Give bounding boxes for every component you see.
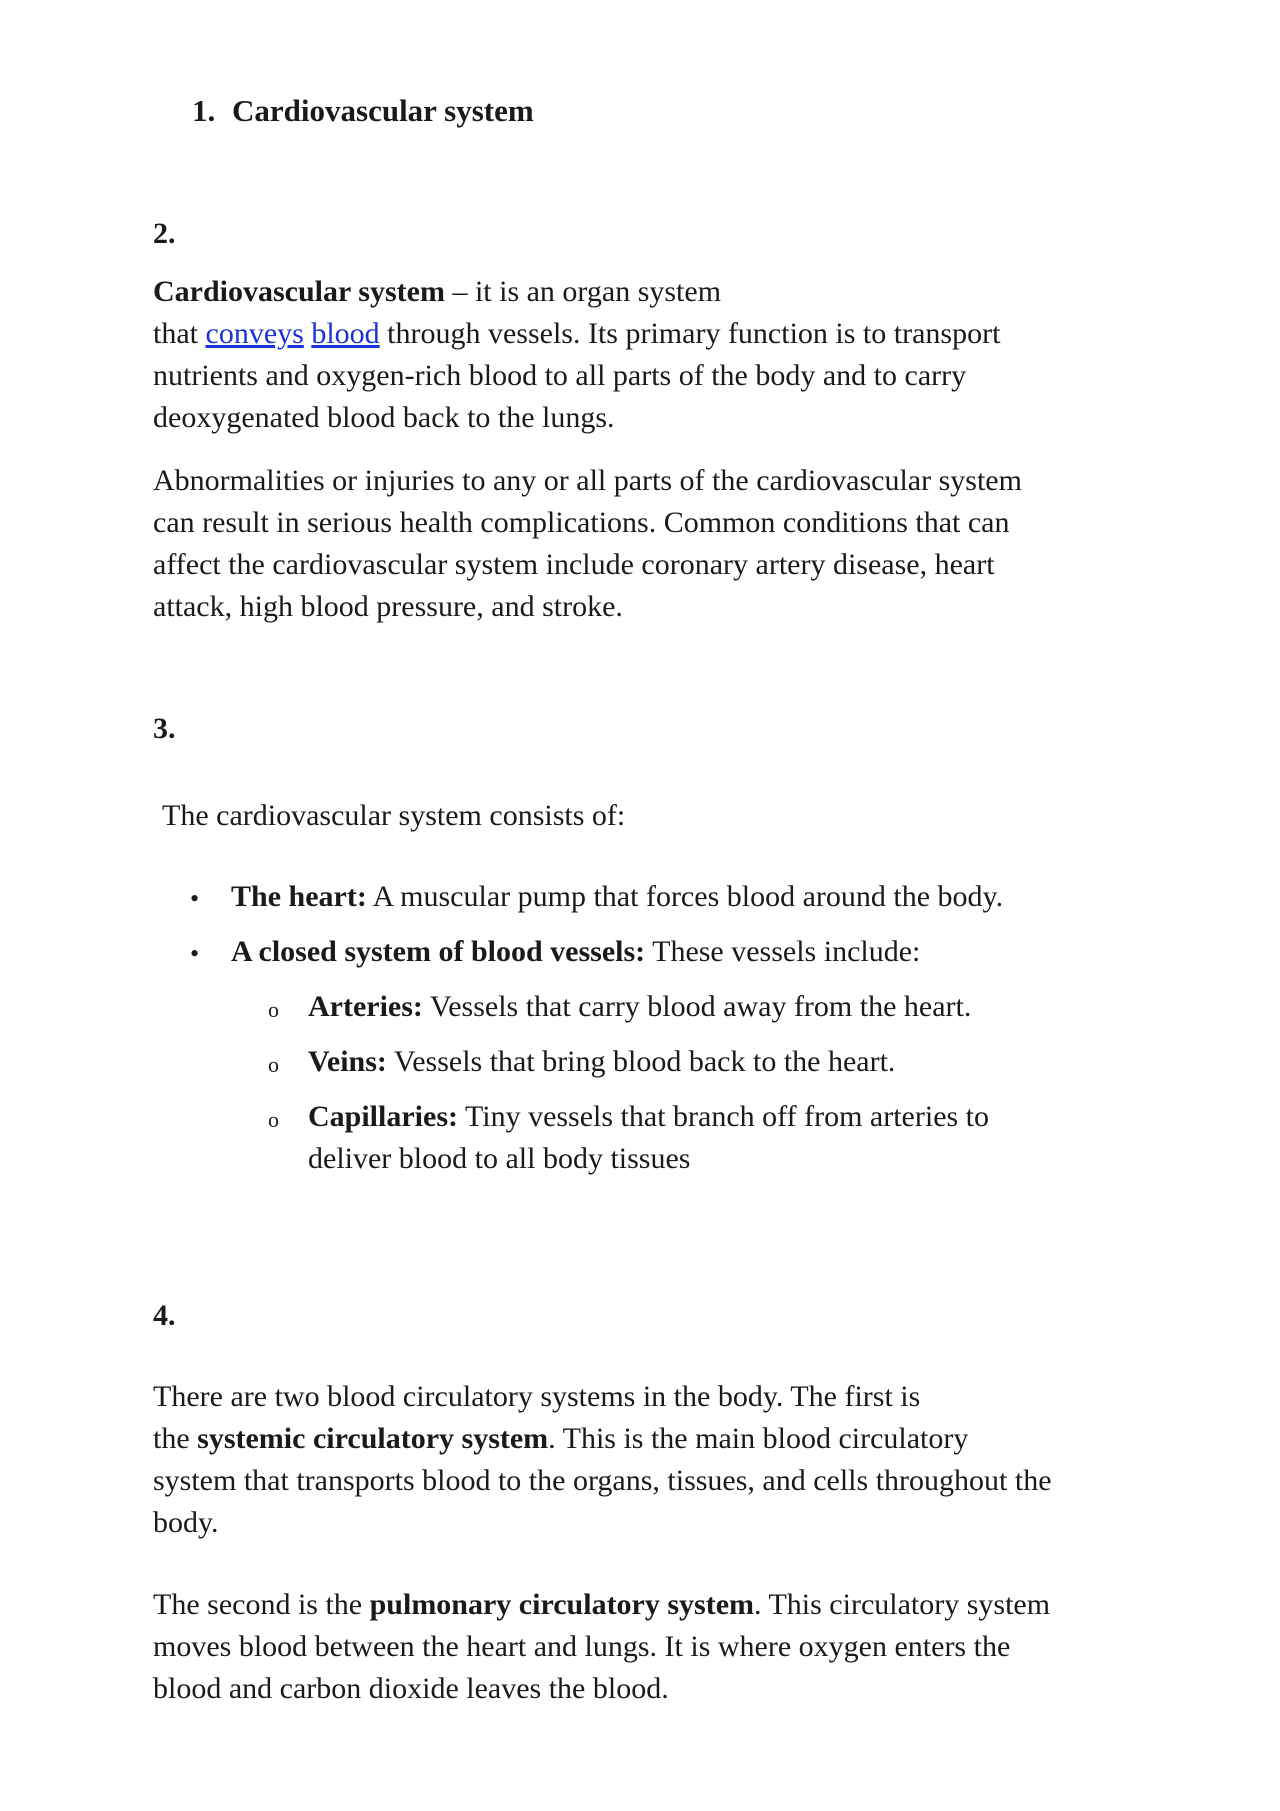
text-line: affect the cardiovascular system include coronary artery disease, heart	[153, 548, 995, 581]
definition-paragraph	[153, 271, 1203, 439]
sub-list-item	[308, 1096, 1188, 1180]
text-span: . This is the main blood circulatory	[548, 1422, 969, 1455]
text-line: nutrients and oxygen-rich blood to all parts of the body and to carry	[153, 359, 967, 392]
sub-list-item-text: Tiny vessels that branch off from arteries to	[458, 1100, 990, 1133]
definition-dash: – it is an organ system	[444, 275, 722, 308]
list-item-term: The heart:	[231, 880, 367, 913]
bullet-icon: •	[190, 884, 200, 913]
text-span: . This circulatory system	[754, 1588, 1051, 1621]
definition-term: Cardiovascular system	[153, 275, 445, 308]
text-line: deoxygenated blood back to the lungs.	[153, 401, 615, 434]
heading-number: 1.	[192, 93, 216, 128]
list-item	[231, 876, 1003, 918]
conveys-link[interactable]: conveys	[205, 317, 304, 350]
list-item-term: A closed system of blood vessels:	[231, 935, 646, 968]
text-line: body.	[153, 1506, 219, 1539]
sub-list-item-text: Vessels that carry blood away from the heart.	[422, 990, 972, 1023]
list-item-text: A muscular pump that forces blood around the body.	[366, 880, 1004, 913]
list-item-text: These vessels include:	[645, 935, 921, 968]
sub-bullet-icon: o	[268, 1052, 279, 1077]
sub-list-item-term: Arteries:	[308, 990, 423, 1023]
section-number-2: 2.	[153, 217, 176, 250]
text-line: can result in serious health complications. Common conditions that can	[153, 506, 1010, 539]
heading-title: Cardiovascular system	[232, 93, 534, 128]
section-number-3: 3.	[153, 712, 176, 745]
sub-list-item-term: Veins:	[308, 1045, 387, 1078]
sub-list-item-term: Capillaries:	[308, 1100, 458, 1133]
text-span: the	[153, 1422, 198, 1455]
bullet-icon: •	[190, 939, 200, 968]
systemic-paragraph	[153, 1376, 1203, 1544]
sub-bullet-icon: o	[268, 1107, 279, 1132]
text-line: There are two blood circulatory systems in the body. The first is	[153, 1380, 921, 1413]
page-title	[192, 90, 534, 132]
text-line: blood and carbon dioxide leaves the blood.	[153, 1672, 669, 1705]
text-span: The second is the	[153, 1588, 370, 1621]
abnormalities-paragraph	[153, 460, 1203, 628]
list-intro: The cardiovascular system consists of:	[162, 799, 626, 832]
text-span: that	[153, 317, 206, 350]
pulmonary-term: pulmonary circulatory system	[369, 1588, 755, 1621]
systemic-term: systemic circulatory system	[197, 1422, 549, 1455]
text-line: Abnormalities or injuries to any or all parts of the cardiovascular system	[153, 464, 1022, 497]
text-line: moves blood between the heart and lungs. It is where oxygen enters the	[153, 1630, 1011, 1663]
sub-list-item	[308, 986, 971, 1028]
sub-list-item	[308, 1041, 895, 1083]
text-line: system that transports blood to the organs, tissues, and cells throughout the	[153, 1464, 1052, 1497]
sub-list-item-text: deliver blood to all body tissues	[308, 1142, 691, 1175]
blood-link[interactable]: blood	[311, 317, 380, 350]
section-number-4: 4.	[153, 1299, 176, 1332]
sub-list-item-text: Vessels that bring blood back to the heart.	[386, 1045, 896, 1078]
sub-bullet-icon: o	[268, 997, 279, 1022]
text-span: through vessels. Its primary function is to transport	[379, 317, 1001, 350]
pulmonary-paragraph	[153, 1584, 1203, 1710]
text-line: attack, high blood pressure, and stroke.	[153, 590, 623, 623]
list-item	[231, 931, 920, 973]
